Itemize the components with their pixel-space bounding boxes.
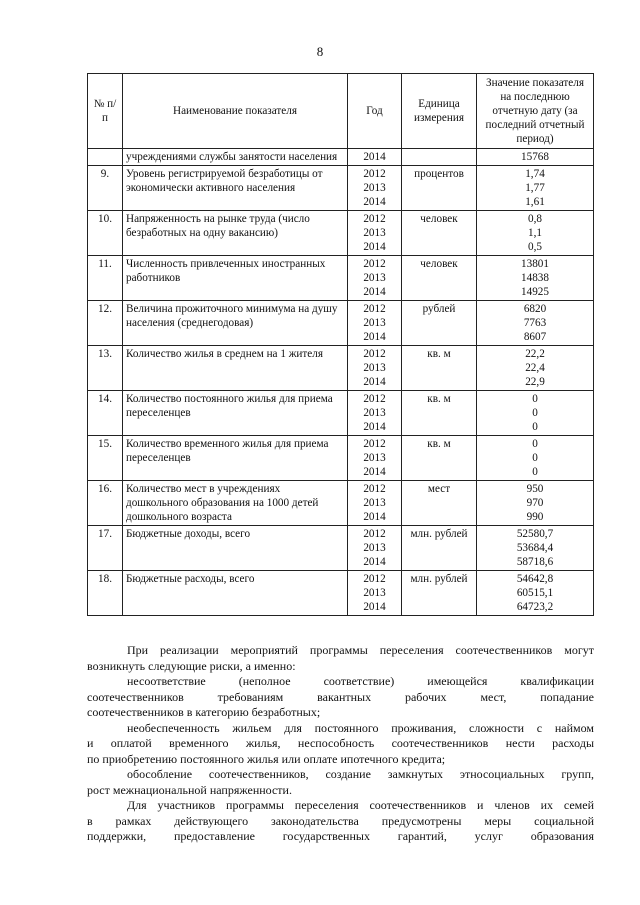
indicator-value: 60515,1 [516,587,554,599]
unit-cell: кв. м [402,391,477,436]
indicator-value: 0 [532,466,538,478]
indicator-value: 58718,6 [516,556,554,568]
unit-cell: млн. рублей [402,526,477,571]
year-cell [348,256,402,301]
text-line: поддержки, предоставление государственных гарантий, услуг образования [87,829,594,843]
indicators-table [87,73,594,616]
year-value: 2013 [363,542,386,554]
text-line: Для участников программы переселения соотечественников и членов их семей [127,798,594,812]
value-cell [477,166,594,211]
indicator-value: 1,74 [525,168,545,180]
value-cell [477,149,594,166]
indicator-value: 7763 [523,317,547,329]
text-line: и оплатой временного жилья, неспособность соотечественников нести расходы [87,736,594,750]
indicator-value: 0 [532,438,538,450]
year-value: 2012 [363,438,386,450]
table-row [88,526,594,571]
year-cell [348,166,402,211]
table-body [88,149,594,616]
year-value: 2013 [363,227,386,239]
indicator-name: Величина прожиточного минимума на душу населения (среднегодовая) [123,301,348,346]
year-cell [348,436,402,481]
unit-cell: мест [402,481,477,526]
text-line: необеспеченность жильем для постоянного проживания, сложности с наймом [127,720,594,735]
unit-cell: процентов [402,166,477,211]
table-row [88,256,594,301]
text-line: возникнуть следующие риски, а именно: [87,658,296,673]
year-value: 2012 [363,213,386,225]
text-line: несоответствие (неполное соответствие) имеющейся квалификации [127,674,594,688]
year-value: 2013 [363,182,386,194]
indicator-value: 1,61 [525,196,545,208]
year-value: 2014 [363,241,386,253]
value-cell [477,526,594,571]
text-line: рост межнациональной напряженности. [87,782,292,797]
year-cell [348,301,402,346]
table-row [88,436,594,481]
year-cell [348,391,402,436]
value-cell [477,391,594,436]
unit-cell [402,149,477,166]
indicator-value: 1,1 [528,227,542,239]
table-row [88,481,594,526]
indicator-name: учреждениями службы занятости населения [123,149,348,166]
table-row [88,301,594,346]
indicator-value: 970 [526,497,544,509]
unit-cell: человек [402,211,477,256]
year-value: 2014 [363,196,386,208]
year-value: 2014 [363,511,386,523]
year-value: 2013 [363,587,386,599]
indicator-value: 22,9 [525,376,545,388]
year-value: 2014 [363,286,386,298]
row-number: 9. [88,166,123,211]
value-cell [477,481,594,526]
indicator-name: Количество постоянного жилья для приема переселенцев [123,391,348,436]
header-unit: Единица измерения [402,74,477,149]
year-value: 2014 [363,331,386,343]
unit-cell: кв. м [402,346,477,391]
indicator-value: 52580,7 [516,528,554,540]
header-year: Год [348,74,402,149]
year-value: 2012 [363,573,386,585]
indicator-value: 0 [532,407,538,419]
value-cell [477,571,594,616]
row-number: 16. [88,481,123,526]
indicator-name: Напряженность на рынке труда (число безработных на одну вакансию) [123,211,348,256]
unit-cell: млн. рублей [402,571,477,616]
table-row [88,149,594,166]
indicator-value: 0 [532,452,538,464]
text-line: в рамках действующего законодательства предусмотрены меры социальной [87,813,594,828]
unit-cell: рублей [402,301,477,346]
body-text [87,643,594,845]
year-value: 2014 [363,601,386,613]
year-value: 2013 [363,407,386,419]
year-cell [348,346,402,391]
year-value: 2014 [363,376,386,388]
indicator-value: 54642,8 [516,573,554,585]
year-value: 2013 [363,497,386,509]
indicator-name: Бюджетные доходы, всего [123,526,348,571]
text-line: При реализации мероприятий программы переселения соотечественников могут [127,643,594,657]
year-value: 2013 [363,362,386,374]
indicator-value: 0,5 [528,241,542,253]
row-number: 13. [88,346,123,391]
indicator-name: Количество жилья в среднем на 1 жителя [123,346,348,391]
unit-cell: человек [402,256,477,301]
value-cell [477,436,594,481]
text-line: соотечественников в категорию безработных; [87,705,321,719]
year-cell [348,149,402,166]
year-cell [348,211,402,256]
value-cell [477,346,594,391]
table-row [88,166,594,211]
row-number: 17. [88,526,123,571]
indicator-name: Количество мест в учреждениях дошкольного образования на 1000 детей дошкольного возраста [123,481,348,526]
indicator-value: 0 [532,393,538,405]
row-number: 15. [88,436,123,481]
text-line: обособление соотечественников, создание замкнутых этносоциальных групп, [127,767,594,781]
table-row [88,211,594,256]
indicator-value: 53684,4 [516,542,554,554]
indicator-value: 6820 [523,303,547,315]
value-cell [477,301,594,346]
value-cell [477,256,594,301]
year-value: 2012 [363,303,386,315]
header-value: Значение показателя на последнюю отчетную дату (за последний отчетный период) [477,74,594,149]
indicator-name: Численность привлеченных иностранных работников [123,256,348,301]
table-row [88,391,594,436]
indicator-value: 64723,2 [516,601,554,613]
year-value: 2012 [363,528,386,540]
year-value: 2013 [363,317,386,329]
year-value: 2014 [363,151,386,163]
indicator-name: Количество временного жилья для приема переселенцев [123,436,348,481]
year-value: 2014 [363,556,386,568]
indicator-value: 13801 [521,258,549,270]
row-number: 10. [88,211,123,256]
indicator-value: 15768 [521,151,549,163]
year-value: 2012 [363,168,386,180]
header-name: Наименование показателя [123,74,348,149]
row-number [88,149,123,166]
indicator-value: 950 [526,483,544,495]
indicator-value: 22,2 [525,348,545,360]
year-value: 2014 [363,421,386,433]
table-row [88,346,594,391]
text-line: соотечественников требованиям вакантных рабочих мест, попадание [87,689,594,704]
year-value: 2014 [363,466,386,478]
year-cell [348,481,402,526]
year-value: 2012 [363,348,386,360]
indicator-name: Уровень регистрируемой безработицы от экономически активного населения [123,166,348,211]
row-number: 12. [88,301,123,346]
text-line: по приобретению постоянного жилья или оплате ипотечного кредита; [87,751,446,766]
indicator-name: Бюджетные расходы, всего [123,571,348,616]
indicator-value: 14925 [521,286,549,298]
year-value: 2012 [363,258,386,270]
header-num: № п/п [88,74,123,149]
year-cell [348,526,402,571]
page-number: 8 [316,44,324,59]
year-value: 2013 [363,272,386,284]
year-value: 2012 [363,483,386,495]
indicator-value: 8607 [523,331,547,343]
indicator-value: 14838 [521,272,549,284]
table-row [88,571,594,616]
indicator-value: 0,8 [528,213,542,225]
value-cell [477,211,594,256]
unit-cell: кв. м [402,436,477,481]
year-cell [348,571,402,616]
table-header [88,74,594,149]
year-value: 2013 [363,452,386,464]
row-number: 18. [88,571,123,616]
indicator-value: 1,77 [525,182,545,194]
indicator-value: 0 [532,421,538,433]
row-number: 14. [88,391,123,436]
row-number: 11. [88,256,123,301]
indicator-value: 990 [526,511,544,523]
year-value: 2012 [363,393,386,405]
indicator-value: 22,4 [525,362,545,374]
